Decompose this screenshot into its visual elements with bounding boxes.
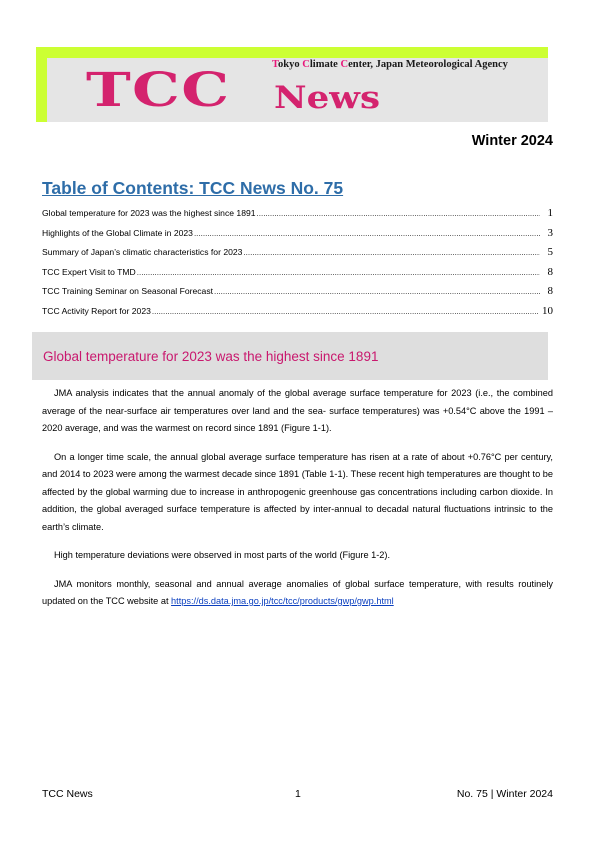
- paragraph: On a longer time scale, the annual global average surface temperature has risen at a rate of about +0.76°C per century, and 2014 to 2023 were among the warmest decade since 1891 (Table 1-1). These recent high temperatures are thought to be affected by the global warming due to increase in anthropogenic greenhouse gas concentrations including carbon dioxide. In addition, the global averaged surface temperature is affected by inter-annual to decadal natural fluctuations intrinsic to the earth’s climate.: [42, 451, 553, 532]
- toc-item-page: 5: [547, 246, 553, 258]
- section-header: [32, 332, 548, 380]
- tcc-website-link[interactable]: https://ds.data.jma.go.jp/tcc/tcc/products/gwp/gwp.html: [171, 596, 394, 606]
- toc-item-page: 8: [547, 265, 553, 278]
- agency-initial-t: T: [272, 59, 279, 70]
- footer-issue: No. 75 | Winter 2024: [456, 788, 553, 800]
- toc-list: [42, 207, 553, 324]
- logo-tcc: TCC: [86, 63, 231, 118]
- toc-item-page: 3: [547, 226, 553, 239]
- toc-item[interactable]: [42, 266, 553, 286]
- toc-item-text: Global temperature for 2023 was the highest since 1891: [42, 208, 256, 218]
- toc-item-page: 10: [542, 304, 553, 317]
- toc-leader-dots: [152, 307, 539, 316]
- toc-leader-dots: [137, 268, 540, 277]
- agency-initial-c1: C: [302, 59, 310, 70]
- toc-item-text: Summary of Japan’s climatic characteristics for 2023: [42, 247, 243, 257]
- toc-leader-dots: [257, 209, 540, 218]
- toc-leader-dots: [194, 229, 540, 238]
- article-body: [42, 385, 553, 622]
- toc-item[interactable]: [42, 207, 553, 227]
- toc-item-text: TCC Expert Visit to TMD: [42, 266, 136, 277]
- toc-item[interactable]: [42, 285, 553, 305]
- banner-accent-top: [36, 47, 548, 58]
- toc-item[interactable]: [42, 305, 553, 325]
- paragraph: High temperature deviations were observed in most parts of the world (Figure 1-2).: [54, 550, 391, 560]
- logo-news: News: [274, 80, 381, 116]
- paragraph: [42, 576, 553, 611]
- header-banner: [36, 47, 548, 122]
- agency-name: [272, 59, 508, 70]
- toc-item[interactable]: [42, 227, 553, 247]
- toc-item-text: TCC Activity Report for 2023: [42, 305, 151, 316]
- toc-item-page: 1: [547, 207, 553, 219]
- issue-label: Winter 2024: [471, 133, 553, 149]
- banner-accent-left: [36, 47, 47, 122]
- section-title: Global temperature for 2023 was the highest since 1891: [43, 349, 379, 364]
- agency-word-climate: limate: [309, 59, 341, 70]
- toc-leader-dots: [214, 287, 540, 296]
- toc-item-page: 8: [547, 285, 553, 297]
- agency-word-rest: enter, Japan Meteorological Agency: [348, 59, 508, 70]
- toc-leader-dots: [243, 248, 540, 257]
- paragraph: JMA analysis indicates that the annual anomaly of the global average surface temperature for 2023 (i.e., the combined average of the near-surface air temperatures over land and the sea- surface temperatures) was +0.54°C above the 1991 – 2020 average, and was the warmest on record since 1891 (Figure 1-1).: [42, 388, 553, 433]
- toc-item[interactable]: [42, 246, 553, 266]
- agency-initial-c2: C: [340, 59, 349, 70]
- agency-word-tokyo: okyo: [278, 59, 303, 70]
- paragraph-text: JMA monitors monthly, seasonal and annual average anomalies of global surface temperature, with results routinely updated on the TCC website at: [42, 578, 553, 606]
- footer-publication: TCC News: [42, 788, 93, 800]
- footer-page-number: 1: [295, 788, 301, 800]
- toc-item-text: TCC Training Seminar on Seasonal Forecast: [42, 286, 213, 296]
- toc-item-text: Highlights of the Global Climate in 2023: [42, 227, 193, 238]
- toc-title: Table of Contents: TCC News No. 75: [42, 178, 344, 198]
